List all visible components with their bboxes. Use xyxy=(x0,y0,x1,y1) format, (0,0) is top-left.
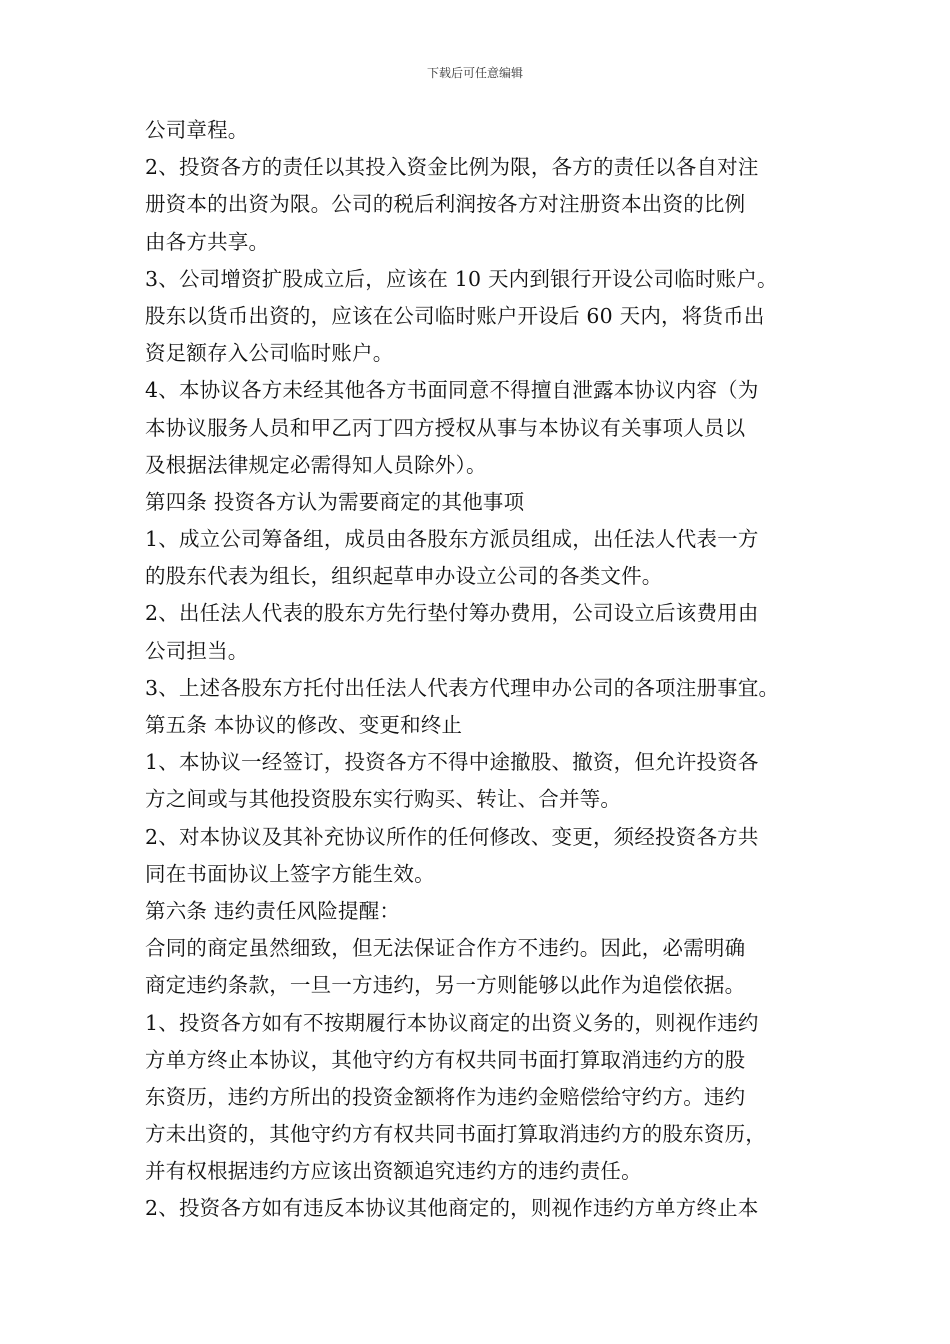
text-line: 1、成立公司筹备组，成员由各股东方派员组成，出任法人代表一方 xyxy=(145,527,759,552)
text-line: 2、投资各方的责任以其投入资金比例为限，各方的责任以各自对注 xyxy=(145,155,759,180)
section-heading: 第四条 投资各方认为需要商定的其他事项 xyxy=(145,489,525,514)
text-line: 1、本协议一经签订，投资各方不得中途撤股、撤资，但允许投资各 xyxy=(145,750,759,775)
text-line: 资足额存入公司临时账户。 xyxy=(145,341,394,366)
text-line: 3、公司增资扩股成立后，应该在 10 天内到银行开设公司临时账户。 xyxy=(145,266,778,291)
text-line: 东资历，违约方所出的投资金额将作为违约金赔偿给守约方。违约 xyxy=(145,1084,746,1109)
text-line: 方未出资的，其他守约方有权共同书面打算取消违约方的股东资历， xyxy=(145,1122,766,1147)
text-line: 股东以货币出资的，应该在公司临时账户开设后 60 天内，将货币出 xyxy=(145,303,765,328)
text-line: 方之间或与其他投资股东实行购买、转让、合并等。 xyxy=(145,787,622,812)
document-body xyxy=(145,112,825,1228)
text-line: 由各方共享。 xyxy=(145,229,270,254)
text-line: 方单方终止本协议，其他守约方有权共同书面打算取消违约方的股 xyxy=(145,1047,746,1072)
text-line: 1、投资各方如有不按期履行本协议商定的出资义务的，则视作违约 xyxy=(145,1010,759,1035)
text-line: 商定违约条款，一旦一方违约，另一方则能够以此作为追偿依据。 xyxy=(145,973,746,998)
text-line: 2、出任法人代表的股东方先行垫付筹办费用，公司设立后该费用由 xyxy=(145,601,759,626)
text-line: 及根据法律规定必需得知人员除外）。 xyxy=(145,452,487,477)
text-line: 4、本协议各方未经其他各方书面同意不得擅自泄露本协议内容（为 xyxy=(145,378,759,403)
page-header: 下载后可任意编辑 xyxy=(426,66,523,80)
text-line: 公司章程。 xyxy=(145,118,249,142)
text-line: 合同的商定虽然细致，但无法保证合作方不违约。因此，必需明确 xyxy=(145,936,746,961)
text-line: 3、上述各股东方托付出任法人代表方代理申办公司的各项注册事宜。 xyxy=(145,675,780,700)
section-heading: 第五条 本协议的修改、变更和终止 xyxy=(145,713,463,737)
text-line: 并有权根据违约方应该出资额追究违约方的违约责任。 xyxy=(145,1159,642,1184)
text-line: 册资本的出资为限。公司的税后利润按各方对注册资本出资的比例 xyxy=(145,192,746,217)
section-heading: 第六条 违约责任风险提醒： xyxy=(145,898,401,923)
text-line: 公司担当。 xyxy=(145,638,249,663)
text-line: 2、投资各方如有违反本协议其他商定的，则视作违约方单方终止本 xyxy=(145,1196,759,1221)
text-line: 2、对本协议及其补充协议所作的任何修改、变更，须经投资各方共 xyxy=(145,824,759,849)
text-line: 本协议服务人员和甲乙丙丁四方授权从事与本协议有关事项人员以 xyxy=(145,415,746,440)
text-line: 同在书面协议上签字方能生效。 xyxy=(145,861,435,886)
text-line: 的股东代表为组长，组织起草申办设立公司的各类文件。 xyxy=(145,564,663,589)
